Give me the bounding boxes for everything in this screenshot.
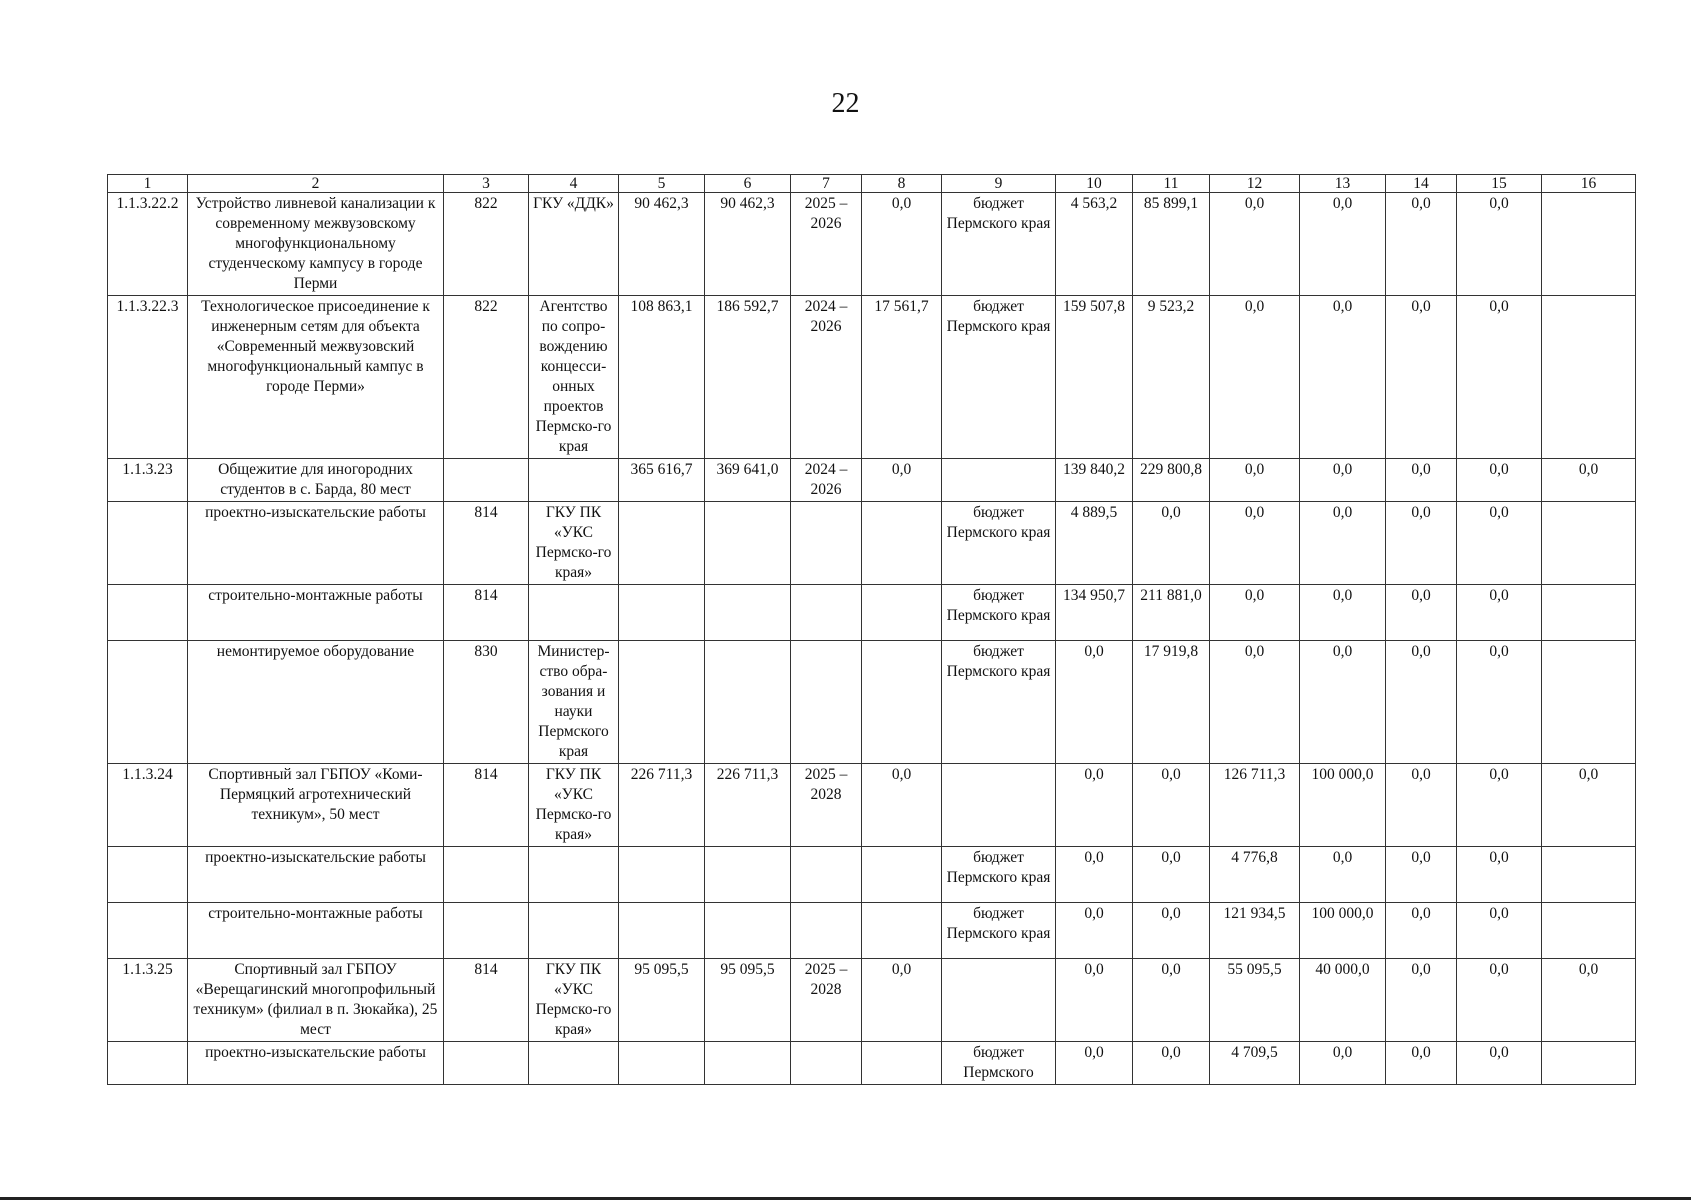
cell-organization bbox=[529, 903, 619, 959]
row-name: строительно-монтажные работы bbox=[188, 903, 444, 959]
cell-c10: 0,0 bbox=[1056, 847, 1133, 903]
cell-c15: 0,0 bbox=[1457, 764, 1542, 847]
cell-c14: 0,0 bbox=[1386, 193, 1457, 296]
column-header: 3 bbox=[444, 175, 529, 193]
cell-c11: 0,0 bbox=[1133, 847, 1210, 903]
row-name: Общежитие для иногородних студентов в с. Барда, 80 мест bbox=[188, 459, 444, 502]
cell-c14: 0,0 bbox=[1386, 959, 1457, 1042]
cell-total-cost bbox=[705, 502, 791, 585]
table-row bbox=[108, 585, 1636, 641]
cell-c16 bbox=[1542, 193, 1636, 296]
table-row bbox=[108, 502, 1636, 585]
cell-c14: 0,0 bbox=[1386, 1042, 1457, 1085]
cell-c10: 0,0 bbox=[1056, 1042, 1133, 1085]
row-code bbox=[108, 1042, 188, 1085]
cell-c13: 100 000,0 bbox=[1300, 903, 1386, 959]
cell-total-cost: 90 462,3 bbox=[705, 193, 791, 296]
cell-c11: 229 800,8 bbox=[1133, 459, 1210, 502]
cell-period bbox=[791, 585, 862, 641]
table-row bbox=[108, 764, 1636, 847]
cell-c10: 4 563,2 bbox=[1056, 193, 1133, 296]
cell-estimated-cost: 365 616,7 bbox=[619, 459, 705, 502]
cell-c16 bbox=[1542, 296, 1636, 459]
cell-c15: 0,0 bbox=[1457, 585, 1542, 641]
cell-c13: 0,0 bbox=[1300, 193, 1386, 296]
cell-total-cost bbox=[705, 847, 791, 903]
cell-c12: 0,0 bbox=[1210, 502, 1300, 585]
column-header: 4 bbox=[529, 175, 619, 193]
cell-estimated-cost: 108 863,1 bbox=[619, 296, 705, 459]
cell-c13: 0,0 bbox=[1300, 585, 1386, 641]
cell-spent bbox=[862, 903, 942, 959]
column-number-header bbox=[108, 175, 1636, 193]
cell-c15: 0,0 bbox=[1457, 903, 1542, 959]
row-code bbox=[108, 847, 188, 903]
row-code: 1.1.3.23 bbox=[108, 459, 188, 502]
cell-organization bbox=[529, 585, 619, 641]
table-row bbox=[108, 959, 1636, 1042]
cell-estimated-cost bbox=[619, 585, 705, 641]
cell-c13: 0,0 bbox=[1300, 296, 1386, 459]
cell-c15: 0,0 bbox=[1457, 847, 1542, 903]
cell-c10: 0,0 bbox=[1056, 959, 1133, 1042]
cell-funding-source bbox=[942, 764, 1056, 847]
cell-organization: ГКУ ПК «УКС Пермско-го края» bbox=[529, 959, 619, 1042]
cell-c16 bbox=[1542, 502, 1636, 585]
cell-c15: 0,0 bbox=[1457, 459, 1542, 502]
cell-c12: 55 095,5 bbox=[1210, 959, 1300, 1042]
cell-funding-source bbox=[942, 459, 1056, 502]
row-name: Спортивный зал ГБПОУ «Верещагинский многопрофильный техникум» (филиал в п. Зюкайка), 25 мест bbox=[188, 959, 444, 1042]
cell-c12: 121 934,5 bbox=[1210, 903, 1300, 959]
cell-funding-source bbox=[942, 959, 1056, 1042]
cell-c15: 0,0 bbox=[1457, 641, 1542, 764]
cell-c16 bbox=[1542, 1042, 1636, 1085]
cell-funding-source: бюджет Пермского края bbox=[942, 296, 1056, 459]
cell-c14: 0,0 bbox=[1386, 764, 1457, 847]
cell-c12: 0,0 bbox=[1210, 641, 1300, 764]
table-body bbox=[108, 175, 1636, 1085]
cell-spent bbox=[862, 585, 942, 641]
cell-c11: 0,0 bbox=[1133, 903, 1210, 959]
cell-c12: 4 709,5 bbox=[1210, 1042, 1300, 1085]
row-code: 1.1.3.24 bbox=[108, 764, 188, 847]
cell-organization: ГКУ «ДДК» bbox=[529, 193, 619, 296]
cell-spent: 17 561,7 bbox=[862, 296, 942, 459]
cell-code: 822 bbox=[444, 193, 529, 296]
cell-c11: 0,0 bbox=[1133, 764, 1210, 847]
column-header: 6 bbox=[705, 175, 791, 193]
cell-spent: 0,0 bbox=[862, 193, 942, 296]
cell-c11: 85 899,1 bbox=[1133, 193, 1210, 296]
column-header: 15 bbox=[1457, 175, 1542, 193]
cell-organization: ГКУ ПК «УКС Пермско-го края» bbox=[529, 502, 619, 585]
cell-c15: 0,0 bbox=[1457, 959, 1542, 1042]
cell-estimated-cost bbox=[619, 502, 705, 585]
cell-spent bbox=[862, 502, 942, 585]
cell-total-cost: 186 592,7 bbox=[705, 296, 791, 459]
row-code bbox=[108, 641, 188, 764]
row-code: 1.1.3.25 bbox=[108, 959, 188, 1042]
column-header: 8 bbox=[862, 175, 942, 193]
cell-c13: 0,0 bbox=[1300, 847, 1386, 903]
column-header: 14 bbox=[1386, 175, 1457, 193]
cell-c12: 0,0 bbox=[1210, 585, 1300, 641]
cell-spent: 0,0 bbox=[862, 764, 942, 847]
cell-funding-source: бюджет Пермского края bbox=[942, 641, 1056, 764]
cell-c16 bbox=[1542, 847, 1636, 903]
cell-code bbox=[444, 903, 529, 959]
cell-code: 814 bbox=[444, 959, 529, 1042]
cell-c14: 0,0 bbox=[1386, 502, 1457, 585]
cell-c13: 0,0 bbox=[1300, 1042, 1386, 1085]
cell-c15: 0,0 bbox=[1457, 502, 1542, 585]
cell-total-cost: 369 641,0 bbox=[705, 459, 791, 502]
cell-total-cost: 95 095,5 bbox=[705, 959, 791, 1042]
column-header: 12 bbox=[1210, 175, 1300, 193]
cell-period bbox=[791, 641, 862, 764]
row-name: проектно-изыскательские работы bbox=[188, 1042, 444, 1085]
row-name: немонтируемое оборудование bbox=[188, 641, 444, 764]
cell-spent bbox=[862, 641, 942, 764]
table-row bbox=[108, 459, 1636, 502]
cell-c12: 4 776,8 bbox=[1210, 847, 1300, 903]
column-header: 9 bbox=[942, 175, 1056, 193]
cell-funding-source: бюджет Пермского края bbox=[942, 502, 1056, 585]
cell-code: 814 bbox=[444, 764, 529, 847]
cell-code bbox=[444, 847, 529, 903]
cell-c10: 134 950,7 bbox=[1056, 585, 1133, 641]
cell-organization bbox=[529, 459, 619, 502]
cell-code bbox=[444, 459, 529, 502]
cell-estimated-cost: 226 711,3 bbox=[619, 764, 705, 847]
cell-organization bbox=[529, 847, 619, 903]
cell-spent bbox=[862, 1042, 942, 1085]
cell-funding-source: бюджет Пермского края bbox=[942, 903, 1056, 959]
column-header: 13 bbox=[1300, 175, 1386, 193]
cell-c16: 0,0 bbox=[1542, 459, 1636, 502]
cell-c13: 0,0 bbox=[1300, 641, 1386, 764]
cell-estimated-cost bbox=[619, 903, 705, 959]
column-header: 5 bbox=[619, 175, 705, 193]
budget-table bbox=[107, 174, 1636, 1085]
cell-period: 2024 – 2026 bbox=[791, 459, 862, 502]
row-name: строительно-монтажные работы bbox=[188, 585, 444, 641]
table-row bbox=[108, 193, 1636, 296]
row-code bbox=[108, 585, 188, 641]
cell-total-cost bbox=[705, 585, 791, 641]
cell-c10: 159 507,8 bbox=[1056, 296, 1133, 459]
cell-estimated-cost: 90 462,3 bbox=[619, 193, 705, 296]
cell-c11: 0,0 bbox=[1133, 959, 1210, 1042]
column-header: 2 bbox=[188, 175, 444, 193]
cell-estimated-cost: 95 095,5 bbox=[619, 959, 705, 1042]
cell-total-cost bbox=[705, 1042, 791, 1085]
column-header: 16 bbox=[1542, 175, 1636, 193]
cell-period: 2025 – 2028 bbox=[791, 764, 862, 847]
cell-c12: 0,0 bbox=[1210, 296, 1300, 459]
cell-code: 822 bbox=[444, 296, 529, 459]
cell-total-cost bbox=[705, 641, 791, 764]
column-header: 1 bbox=[108, 175, 188, 193]
cell-c15: 0,0 bbox=[1457, 1042, 1542, 1085]
cell-spent: 0,0 bbox=[862, 959, 942, 1042]
cell-c14: 0,0 bbox=[1386, 903, 1457, 959]
table-row bbox=[108, 296, 1636, 459]
cell-period: 2024 – 2026 bbox=[791, 296, 862, 459]
cell-organization: Министер-ство обра-зования и науки Пермского края bbox=[529, 641, 619, 764]
cell-organization: ГКУ ПК «УКС Пермско-го края» bbox=[529, 764, 619, 847]
cell-c15: 0,0 bbox=[1457, 296, 1542, 459]
row-name: проектно-изыскательские работы bbox=[188, 502, 444, 585]
cell-c16 bbox=[1542, 585, 1636, 641]
cell-spent bbox=[862, 847, 942, 903]
cell-code: 814 bbox=[444, 585, 529, 641]
page-number: 22 bbox=[831, 88, 860, 119]
cell-organization: Агентство по сопро-вождению концесси-онных проектов Пермско-го края bbox=[529, 296, 619, 459]
cell-c13: 100 000,0 bbox=[1300, 764, 1386, 847]
column-header: 11 bbox=[1133, 175, 1210, 193]
cell-c14: 0,0 bbox=[1386, 847, 1457, 903]
cell-c11: 9 523,2 bbox=[1133, 296, 1210, 459]
table-row bbox=[108, 1042, 1636, 1085]
cell-code bbox=[444, 1042, 529, 1085]
cell-c11: 17 919,8 bbox=[1133, 641, 1210, 764]
cell-period bbox=[791, 847, 862, 903]
column-header: 7 bbox=[791, 175, 862, 193]
cell-period: 2025 – 2028 bbox=[791, 959, 862, 1042]
row-code bbox=[108, 502, 188, 585]
cell-c10: 0,0 bbox=[1056, 903, 1133, 959]
cell-organization bbox=[529, 1042, 619, 1085]
cell-funding-source: бюджет Пермского края bbox=[942, 847, 1056, 903]
cell-c15: 0,0 bbox=[1457, 193, 1542, 296]
cell-c12: 0,0 bbox=[1210, 193, 1300, 296]
cell-total-cost: 226 711,3 bbox=[705, 764, 791, 847]
table-row bbox=[108, 903, 1636, 959]
cell-c11: 0,0 bbox=[1133, 502, 1210, 585]
cell-c16 bbox=[1542, 641, 1636, 764]
cell-c14: 0,0 bbox=[1386, 296, 1457, 459]
row-name: Технологическое присоединение к инженерным сетям для объекта «Современный межвузовский многофункциональный кампус в городе Перми» bbox=[188, 296, 444, 459]
cell-funding-source: бюджет Пермского края bbox=[942, 193, 1056, 296]
row-code: 1.1.3.22.2 bbox=[108, 193, 188, 296]
cell-c13: 40 000,0 bbox=[1300, 959, 1386, 1042]
table-row bbox=[108, 641, 1636, 764]
cell-period bbox=[791, 502, 862, 585]
column-header: 10 bbox=[1056, 175, 1133, 193]
cell-c10: 4 889,5 bbox=[1056, 502, 1133, 585]
cell-spent: 0,0 bbox=[862, 459, 942, 502]
cell-c10: 0,0 bbox=[1056, 764, 1133, 847]
row-code: 1.1.3.22.3 bbox=[108, 296, 188, 459]
cell-total-cost bbox=[705, 903, 791, 959]
cell-period bbox=[791, 1042, 862, 1085]
cell-estimated-cost bbox=[619, 641, 705, 764]
cell-c16: 0,0 bbox=[1542, 959, 1636, 1042]
table-row bbox=[108, 847, 1636, 903]
row-code bbox=[108, 903, 188, 959]
cell-estimated-cost bbox=[619, 1042, 705, 1085]
cell-funding-source: бюджет Пермского края bbox=[942, 585, 1056, 641]
cell-c10: 0,0 bbox=[1056, 641, 1133, 764]
cell-estimated-cost bbox=[619, 847, 705, 903]
row-name: Спортивный зал ГБПОУ «Коми-Пермяцкий агротехнический техникум», 50 мест bbox=[188, 764, 444, 847]
cell-code: 814 bbox=[444, 502, 529, 585]
cell-c16: 0,0 bbox=[1542, 764, 1636, 847]
cell-c12: 126 711,3 bbox=[1210, 764, 1300, 847]
row-name: Устройство ливневой канализации к современному межвузовскому многофункциональному студенческому кампусу в городе Перми bbox=[188, 193, 444, 296]
cell-c10: 139 840,2 bbox=[1056, 459, 1133, 502]
cell-c13: 0,0 bbox=[1300, 459, 1386, 502]
cell-funding-source: бюджет Пермского bbox=[942, 1042, 1056, 1085]
cell-c12: 0,0 bbox=[1210, 459, 1300, 502]
cell-c11: 211 881,0 bbox=[1133, 585, 1210, 641]
row-name: проектно-изыскательские работы bbox=[188, 847, 444, 903]
cell-c14: 0,0 bbox=[1386, 459, 1457, 502]
cell-c13: 0,0 bbox=[1300, 502, 1386, 585]
cell-c14: 0,0 bbox=[1386, 585, 1457, 641]
cell-period bbox=[791, 903, 862, 959]
cell-code: 830 bbox=[444, 641, 529, 764]
cell-c11: 0,0 bbox=[1133, 1042, 1210, 1085]
cell-c16 bbox=[1542, 903, 1636, 959]
cell-period: 2025 – 2026 bbox=[791, 193, 862, 296]
cell-c14: 0,0 bbox=[1386, 641, 1457, 764]
